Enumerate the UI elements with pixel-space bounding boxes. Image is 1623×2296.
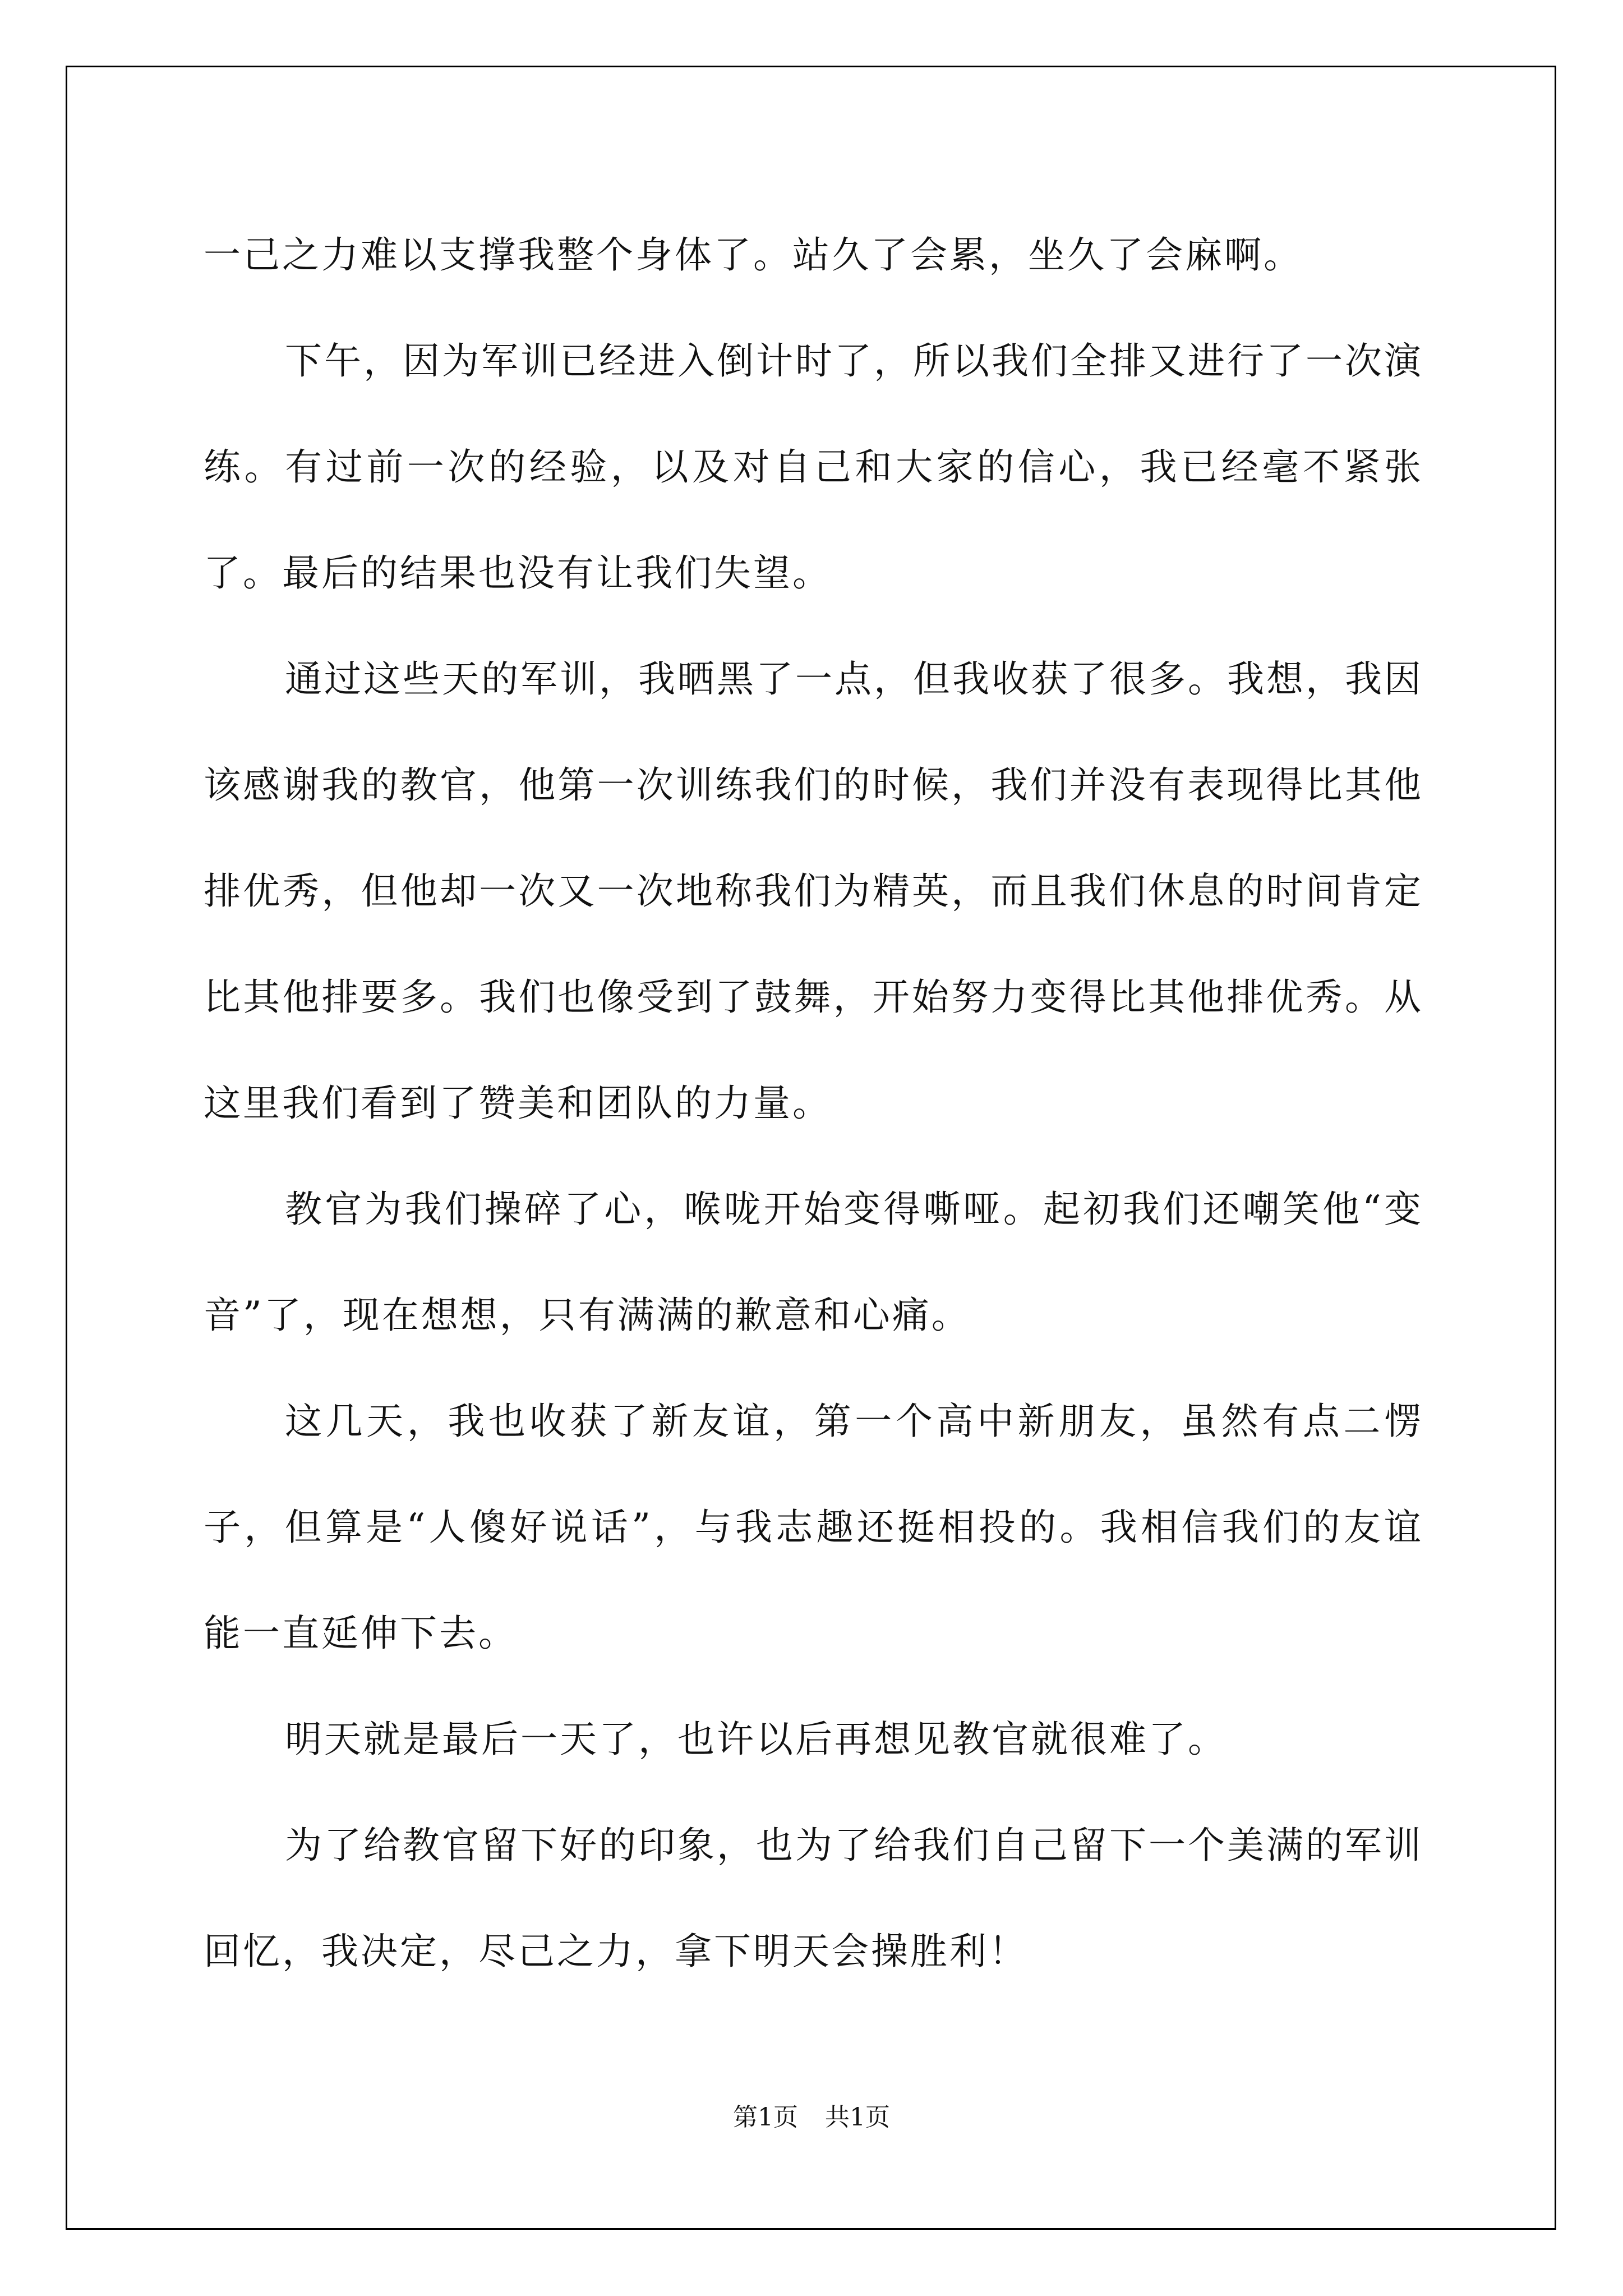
paragraph-7: 为了给教官留下好的印象，也为了给我们自己留下一个美满的军训回忆，我决定，尽己之力，拿下明天会操胜利！ <box>204 1824 1423 1973</box>
paragraph-3: 通过这些天的军训，我晒黑了一点，但我收获了很多。我想，我因该感谢我的教官，他第一次训练我们的时候，我们并没有表现得比其他排优秀，但他却一次又一次地称我们为精英，而且我们休息的时间肯定比其他排要多。我们也像受到了鼓舞，开始努力变得比其他排优秀。从这里我们看到了赞美和团队的力量。 <box>204 657 1423 1125</box>
paragraph-4: 教官为我们操碎了心，喉咙开始变得嘶哑。起初我们还嘲笑他“变音”了，现在想想，只有满满的歉意和心痛。 <box>204 1188 1423 1337</box>
paragraph-5: 这几天，我也收获了新友谊，第一个高中新朋友，虽然有点二愣子，但算是“人傻好说话”，与我志趣还挺相投的。我相信我们的友谊能一直延伸下去。 <box>204 1400 1423 1655</box>
document-body <box>204 202 1423 2004</box>
paragraph-6: 明天就是最后一天了，也许以后再想见教官就很难了。 <box>285 1718 1227 1761</box>
paragraph-1: 一己之力难以支撑我整个身体了。站久了会累，坐久了会麻啊。 <box>204 233 1303 277</box>
page-footer <box>0 2097 1623 2133</box>
page-total: 共1页 <box>825 2103 890 2132</box>
paragraph-2: 下午，因为军训已经进入倒计时了，所以我们全排又进行了一次演练。有过前一次的经验，以及对自己和大家的信心，我已经毫不紧张了。最后的结果也没有让我们失望。 <box>204 339 1423 595</box>
page-number: 第1页 <box>733 2103 798 2132</box>
